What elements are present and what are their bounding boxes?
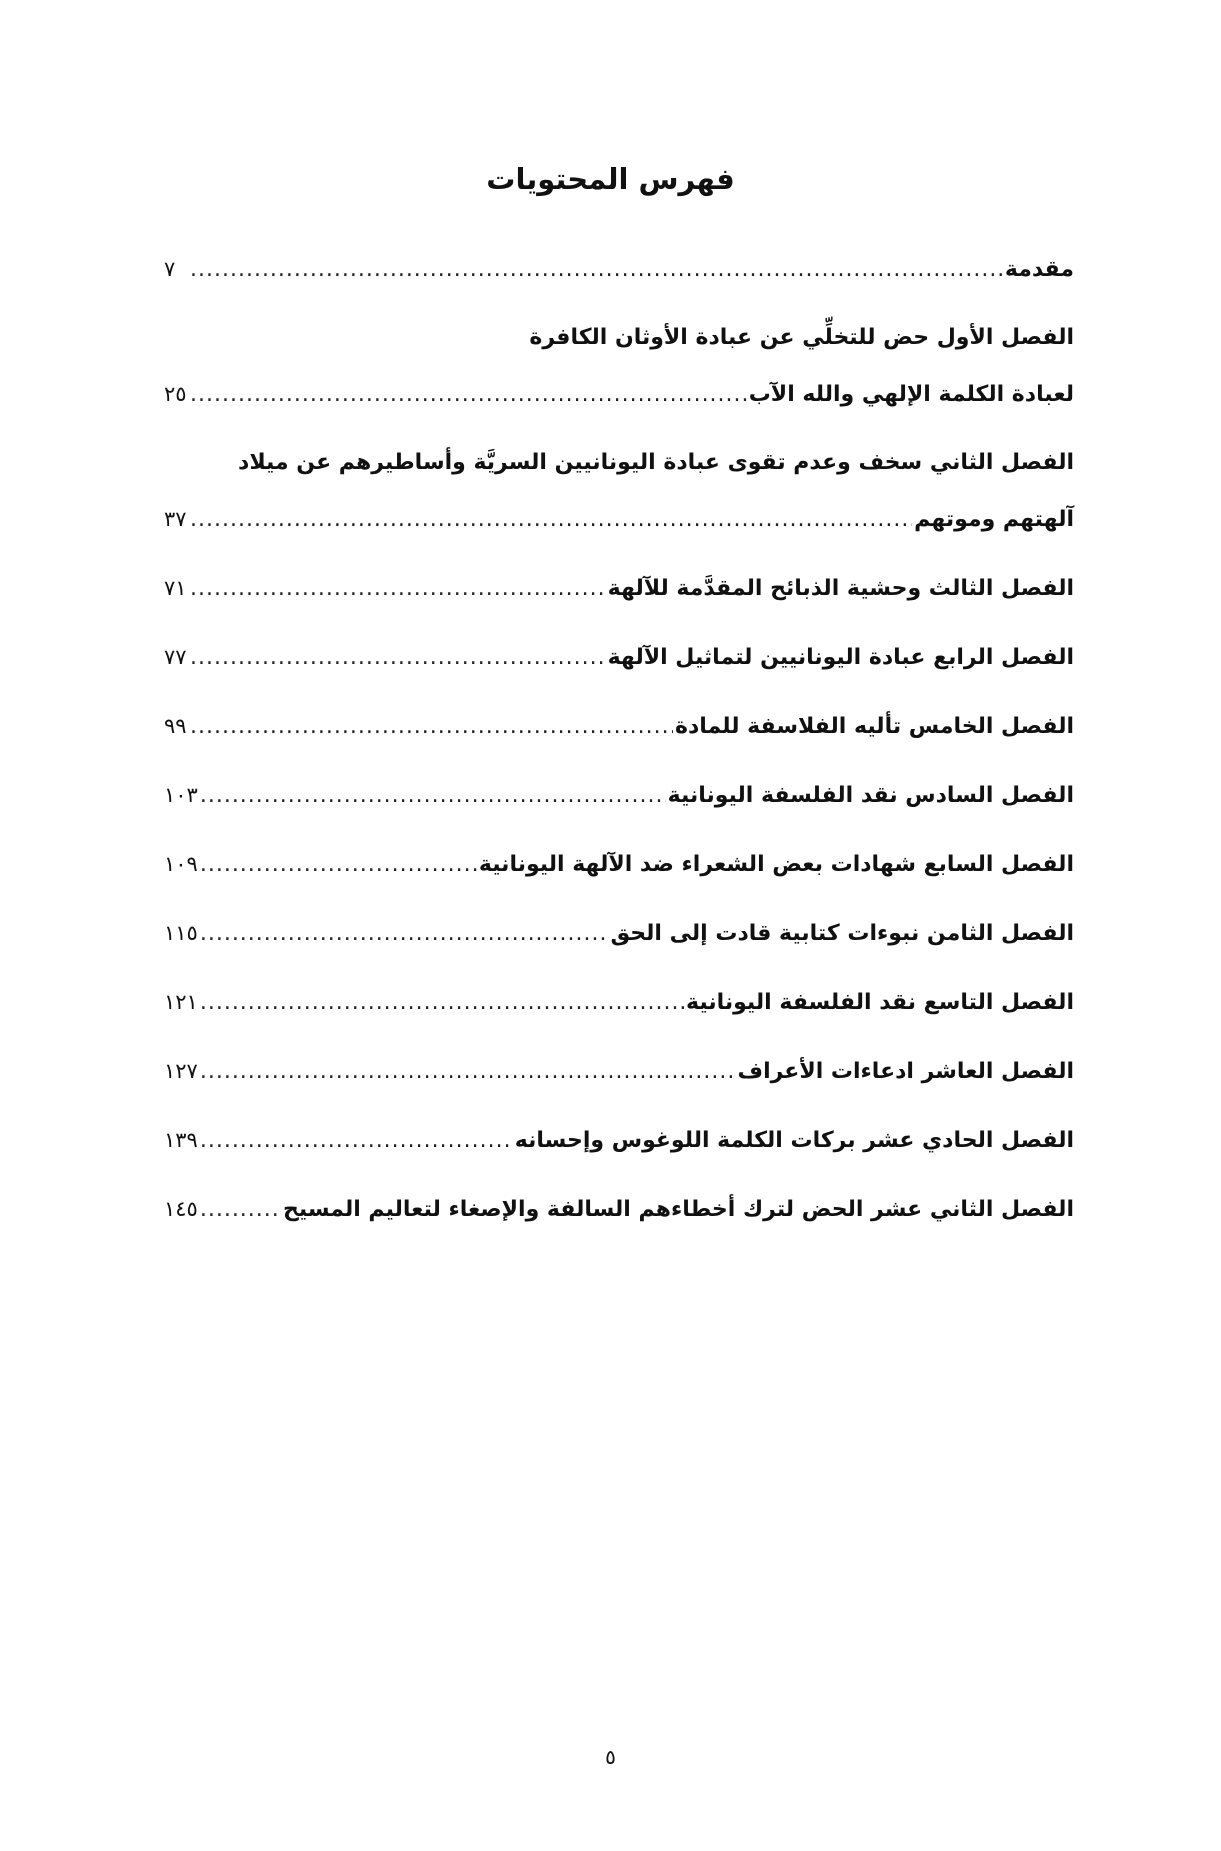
toc-title: فهرس المحتويات [486, 162, 735, 196]
toc-entry-page: ٧٧ [164, 645, 187, 669]
dot-leader [190, 710, 673, 744]
toc-entry-page: ١٢١ [164, 990, 198, 1014]
toc-entry-chapter-11[interactable] [164, 1123, 1074, 1157]
toc-entry-chapter-3[interactable] [164, 571, 1074, 605]
toc-entry-page: ١٤٥ [164, 1197, 198, 1221]
dot-leader [190, 503, 912, 537]
toc-entry-page: ١٠٩ [164, 852, 198, 876]
toc-entry-label: مقدمة [1004, 257, 1074, 282]
dot-leader [200, 1193, 281, 1227]
page-number: ٥ [605, 1745, 616, 1769]
toc-entry-label: الفصل الرابع عبادة اليونانيين لتماثيل الآلهة [607, 645, 1074, 670]
toc-entry-chapter-7[interactable] [164, 847, 1074, 881]
toc-entry-label: الفصل الحادي عشر بركات الكلمة اللوغوس وإحسانه [514, 1128, 1074, 1153]
toc-entry-chapter-10[interactable] [164, 1054, 1074, 1088]
dot-leader [200, 917, 609, 951]
toc-entry-chapter-8[interactable] [164, 916, 1074, 950]
toc-entry-introduction[interactable] [164, 252, 1074, 286]
toc-entry-page: ١٣٩ [164, 1128, 198, 1152]
dot-leader [200, 1124, 513, 1158]
toc-entry-chapter-12[interactable] [164, 1192, 1074, 1226]
toc-entry-page: ٧١ [164, 576, 187, 600]
toc-entry-page: ٢٥ [164, 382, 187, 406]
toc-entry-chapter-1[interactable] [164, 321, 1074, 411]
toc-entry-page: ١١٥ [164, 921, 198, 945]
toc-entry-page: ٣٧ [164, 507, 187, 531]
toc-entry-label: الفصل السادس نقد الفلسفة اليونانية [667, 783, 1074, 808]
toc-entry-label: الفصل الثامن نبوءات كتابية قادت إلى الحق [610, 921, 1074, 946]
dot-leader [200, 986, 684, 1020]
toc-entry-page: ٩٩ [164, 714, 187, 738]
toc-entry-label: آلهتهم وموتهم [914, 507, 1074, 532]
toc-entry-page: ١٢٧ [164, 1059, 198, 1083]
toc-entry-label: الفصل العاشر ادعاءات الأعراف [737, 1059, 1074, 1084]
toc-entry-label: الفصل الثالث وحشية الذبائح المقدَّمة للآلهة [607, 576, 1074, 601]
table-of-contents [164, 252, 1074, 1261]
toc-entry-chapter-4[interactable] [164, 640, 1074, 674]
toc-entry-chapter-9[interactable] [164, 985, 1074, 1019]
dot-leader [200, 848, 477, 882]
toc-entry-label: لعبادة الكلمة الإلهي والله الآب [748, 382, 1074, 407]
dot-leader [200, 779, 666, 813]
toc-entry-chapter-6[interactable] [164, 778, 1074, 812]
dot-leader [190, 572, 606, 606]
toc-entry-label-line1: الفصل الأول حض للتخلِّي عن عبادة الأوثان الكافرة [529, 325, 1074, 350]
toc-entry-label: الفصل التاسع نقد الفلسفة اليونانية [686, 990, 1074, 1015]
dot-leader [190, 641, 606, 675]
dot-leader [190, 253, 1003, 287]
toc-entry-page: ١٠٣ [164, 783, 198, 807]
toc-entry-label: الفصل الخامس تأليه الفلاسفة للمادة [674, 714, 1074, 739]
toc-entry-chapter-2[interactable] [164, 446, 1074, 536]
toc-entry-label: الفصل السابع شهادات بعض الشعراء ضد الآلهة اليونانية [478, 852, 1074, 877]
dot-leader [190, 378, 747, 412]
dot-leader [200, 1055, 736, 1089]
toc-entry-label-line1: الفصل الثاني سخف وعدم تقوى عبادة اليونانيين السريَّة وأساطيرهم عن ميلاد [238, 450, 1074, 475]
toc-entry-label: الفصل الثاني عشر الحض لترك أخطاءهم السالفة والإصغاء لتعاليم المسيح [282, 1197, 1074, 1222]
toc-entry-chapter-5[interactable] [164, 709, 1074, 743]
toc-entry-page: ٧ [164, 257, 176, 281]
